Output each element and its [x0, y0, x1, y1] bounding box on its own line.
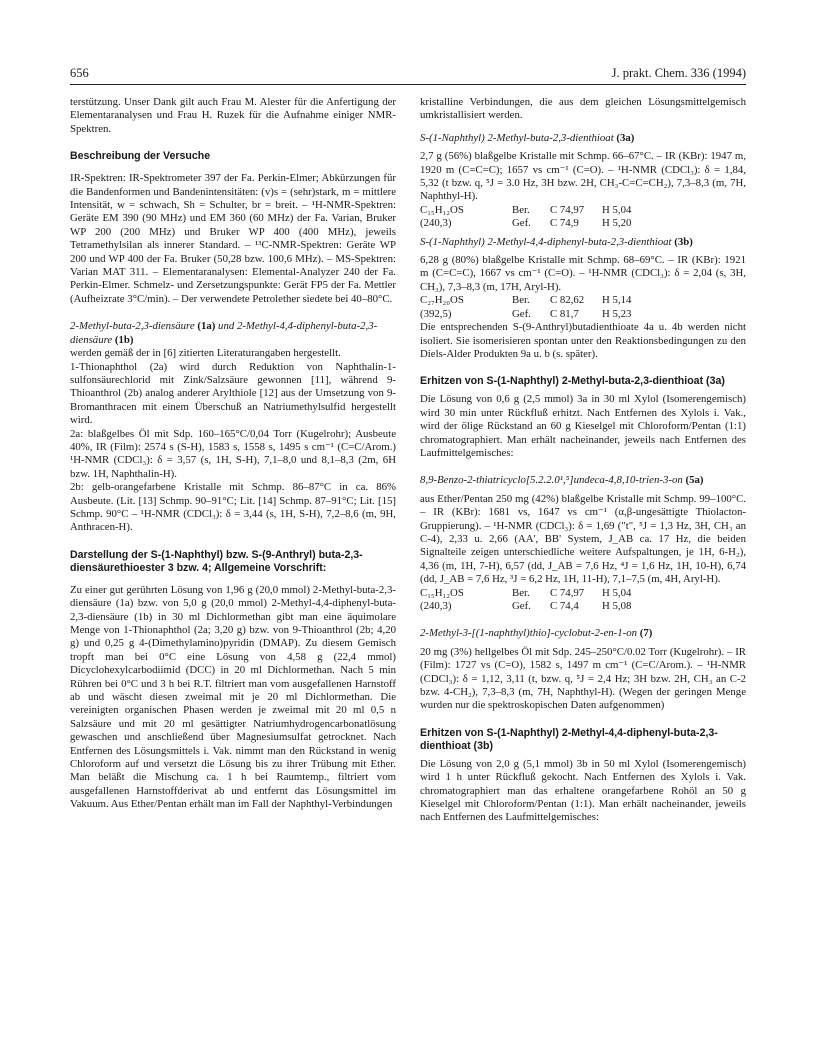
compound-5a-data: aus Ether/Pentan 250 mg (42%) blaßgelbe Kristalle mit Schmp. 99–100°C. – IR (KBr): 1681 vs, 1647 vs cm⁻¹ (α,β-ungesättigte Thiolacton-Gruppierung). – ¹H-NMR (CDCl₃): δ = 1,69 ("t", ⁵J = 1,3 Hz, 3H, CH₃ an C-4), 2,33 u. 2,66 (AA', BB' System, J_AB ca. 17 Hz, die beiden Signalteile zeigen unterschiedliche weitere Aufspaltungen, je 1H, 6-H₂), 4,36 (m, 1H, 7-H), 6,57 (dd, J_AB = 7,6 Hz, ⁴J = 1,6 Hz, 1H, 10-H), 6,74 (dd, J_AB = 7,6 Hz, ³J = 6,2 Hz, 1H, 11-H), 7,1–7,5 (m, 4H, Aryl-H). [420, 492, 746, 586]
acids-text: werden gemäß der in [6] zitierten Literaturangaben hergestellt. [70, 347, 341, 360]
instruments-paragraph: IR-Spektren: IR-Spektrometer 397 der Fa. Perkin-Elmer; Abkürzungen für die Bandenformen und Bandenintensitäten: (v)s = (sehr)stark, m = mittlere Intensität, w = schwach, Sh = Schulter, br = breit. – ¹H-NMR-Spektren: Geräte EM 390 (90 MHz) und EM 360 (60 MHz) der Fa. Varian, Bruker WP 200 (200 MHz) und Bruker WP 400 (400 MHz), jeweils Tetramethylsilan als innerer Standard. – ¹³C-NMR-Spektren: Geräte WP 200 und WP 400 der Fa. Bruker (50,28 bzw. 100,6 MHz). – MS-Spektren: Varian MAT 311. – Elementaranalysen: Elemental-Analyzer 240 der Fa. Perkin-Elmer. Schmelz- und Zersetzungspunkte: Gerät FP5 der Fa. Mettler (Aufheizrate 3°C/min). – Der verwendete Petrolether siedete bei 40–80°C. [70, 172, 396, 305]
header-rule [70, 84, 746, 85]
journal-reference: J. prakt. Chem. 336 (1994) [611, 66, 746, 80]
heating-3b-heading: Erhitzen von S-(1-Naphthyl) 2-Methyl-4,4-diphenyl-buta-2,3-dienthioat (3b) [420, 726, 718, 752]
analysis-3b: C₂₇H₂₀OS Ber. C 82,62 H 5,14 (392,5) Gef. C 81,7 H 5,23 [420, 294, 632, 320]
left-column [70, 96, 396, 812]
analysis-3a: C₁₅H₁₂OS Ber. C 74,97 H 5,04 (240,3) Gef. C 74,9 H 5,20 [420, 203, 632, 230]
anthryl-note: Die entsprechenden S-(9-Anthryl)butadienthioate 4a u. 4b werden nicht isoliert. Sie isomerisieren spontan unter den Reaktionsbedingungen zu den Diels-Alder Produkten 9a u. b (s. später). [420, 321, 746, 360]
continuation-text: kristalline Verbindungen, die aus dem gleichen Lösungsmittelgemisch umkristallisiert werden. [420, 96, 746, 122]
heating-3a-heading: Erhitzen von S-(1-Naphthyl) 2-Methyl-buta-2,3-dienthioat (3a) [420, 375, 725, 388]
heating-3b-text: Die Lösung von 2,0 g (5,1 mmol) 3b in 50 ml Xylol (Isomerengemisch) wird 1 h unter Rückfluß gekocht. Nach Entfernen des Xylols i. Vak. chromatographiert man das erhaltene orangefarbene Rohöl an 50 g Kieselgel mit Chloroform/Pentan (1:1). Man erhält nacheinander, jeweils nach Entfernen des Laufmittelgemisches: [420, 757, 746, 824]
compound-2a: 2a: blaßgelbes Öl mit Sdp. 160–165°C/0,04 Torr (Kugelrohr); Ausbeute 40%, IR (Film): 2574 s (S-H), 1583 s, 1558 s, 1495 s cm⁻¹ (C=C/Arom.) ¹H-NMR (CDCl₃): δ = 3,57 (s, 1H, S-H), 7,1–8,0 und 8,1–8,3 (2m, 6H bzw. 1H, Naphthalin-H). [70, 427, 396, 480]
page-number: 656 [70, 66, 89, 80]
analysis-5a: C₁₅H₁₂OS Ber. C 74,97 H 5,04 (240,3) Gef. C 74,4 H 5,08 [420, 586, 632, 612]
general-procedure-heading: Darstellung der S-(1-Naphthyl) bzw. S-(9-Anthryl) buta-2,3-diensäurethioester 3 bzw. 4; Allgemeine Vorschrift: [70, 548, 363, 574]
compound-2b: 2b: gelb-orangefarbene Kristalle mit Schmp. 86–87°C in ca. 86% Ausbeute. (Lit. [13] Schmp. 90–91°C; Lit. [14] Schmp. 87–91°C; Lit. [15] Schmp. 90°C – ¹H-NMR (CDCl₃): δ = 3,44 (s, 1H, S-H), 7,2–8,6 (m, 9H, Anthracen-H). [70, 481, 396, 534]
heating-3a-text: Die Lösung von 0,6 g (2,5 mmol) 3a in 30 ml Xylol (Isomerengemisch) wird 30 min unter Rückfluß erhitzt. Nach Entfernen des Xylols i. Vak., wird der ölige Rückstand an 60 g Kieselgel mit Chloroform/Pentan (1:1) chromatographiert. Man erhält nacheinander, jeweils nach Entfernen des Laufmittelgemisches: [420, 393, 746, 459]
thiols-text: 1-Thionaphthol (2a) wird durch Reduktion von Naphthalin-1-sulfonsäurechlorid mit Zink/Salzsäure gewonnen [11], während 9-Thioanthrol (2b) analog anderer Arylthiole [12] aus der Umsetzung von 9-Bromanthracen mit einem Überschuß an Natriumethylsulfid hergestellt wird. [70, 360, 396, 427]
compound-7-title: 2-Methyl-3-[(1-naphthyl)thio]-cyclobut-2-en-1-on (7) [420, 627, 653, 640]
compound-3a-title: S-(1-Naphthyl) 2-Methyl-buta-2,3-dienthioat (3a) [420, 131, 635, 144]
compound-7-data: 20 mg (3%) hellgelbes Öl mit Sdp. 245–250°C/0.02 Torr (Kugelrohr). – IR (Film): 1727 vs (C=O), 1582 s, 1497 m cm⁻¹ (C=C/Arom.). – ¹H-NMR (CDCl₃): δ = 1,12, 3,11 (t, bzw. q, ⁵J = 2,4 Hz; 3H bzw. 2H, CH₃ an C-2 bzw. 4-CH₂), 7,3–8,3 (m, 7H, Naphthyl-H). (Wegen der geringen Menge wurden nur die spektroskopischen Daten aufgenommen) [420, 645, 746, 712]
right-column [420, 96, 746, 825]
compound-3b-data: 6,28 g (80%) blaßgelbe Kristalle mit Schmp. 68–69°C. – IR (KBr): 1921 m (C=C=C), 1667 vs cm⁻¹ (C=O). – ¹H-NMR (CDCl₃): δ = 2,04 (s, 3H, CH₃), 7,3–8,3 (m, 17H, Aryl-H). [420, 254, 746, 293]
section-heading: Beschreibung der Versuche [70, 150, 211, 163]
running-header [70, 66, 746, 84]
compound-3a-data: 2,7 g (56%) blaßgelbe Kristalle mit Schmp. 66–67°C. – IR (KBr): 1947 m, 1920 m (C=C=C); 1657 vs cm⁻¹ (C=O). – ¹H-NMR (CDCl₃): δ = 1,84, 5,32 (t bzw. q, ⁵J = 3.0 Hz, 3H bzw. 2H, CH₃-C=C=CH₂), 7,3–8,3 (m, 7H, Naphthyl-H). [420, 150, 746, 203]
compound-3b-title: S-(1-Naphthyl) 2-Methyl-4,4-diphenyl-buta-2,3-dienthioat (3b) [420, 235, 693, 248]
compound-5a-title: 8,9-Benzo-2-thiatricyclo[5.2.2.0¹,⁵]undeca-4,8,10-trien-3-on (5a) [420, 474, 704, 487]
general-procedure-text: Zu einer gut gerührten Lösung von 1,96 g (20,0 mmol) 2-Methyl-buta-2,3-diensäure (1a) bzw. von 5,0 g (20,0 mmol) 2-Methyl-4,4-diphenyl-buta-2,3-diensäure (1b) in 30 ml Dichlormethan gibt man eine äquimolare Menge von 1-Thionaphthol (2a; 3,20 g) bzw. von 9-Thioanthrol (2b; 4,20 g) und 0,25 g 4-(Dimethylamino)pyridin (DMAP). Zu diesem Gemisch tropft man bei 0°C eine Lösung von 4,58 g (22,4 mmol) Dicyclohexylcarbodiimid (DCC) in 20 ml Dichlormethan. Nach 5 min Rühren bei 0°C und 3 h bei R.T. filtriert man vom ausgefallenen Harnstoff ab und wäscht diesen zweimal mit je 20 ml Dichlormethan. Die vereinigten organischen Phasen werden je zweimal mit 20 ml 0,5 n Salzsäure und mit 20 ml gesättigter Natriumhydrogencarbonatlösung gewaschen und anschließend über Magnesiumsulfat getrocknet. Nach Entfernen des Lösungsmittels i. Vak. nimmt man den Rückstand in wenig Chloroform auf und versetzt die Lösung bis zu ihrer Trübung mit Ether. Man beläßt die Mischung ca. 1 h bei Raumtemp., filtriert vom ausgefallenen Harnstoffderivat ab und entfernt das Lösungsmittel im Vakuum. Aus Ether/Pentan erhält man im Fall der Naphthyl-Verbindungen [70, 583, 396, 811]
acids-title: 2-Methyl-buta-2,3-diensäure (1a) und 2-Methyl-4,4-diphenyl-buta-2,3-diensäure (1b) [70, 320, 378, 346]
acknowledgement: terstützung. Unser Dank gilt auch Frau M. Alester für die Anfertigung der Elementaranalysen und Frau H. Ruzek für die Aufnahme einiger NMR-Spektren. [70, 96, 396, 135]
